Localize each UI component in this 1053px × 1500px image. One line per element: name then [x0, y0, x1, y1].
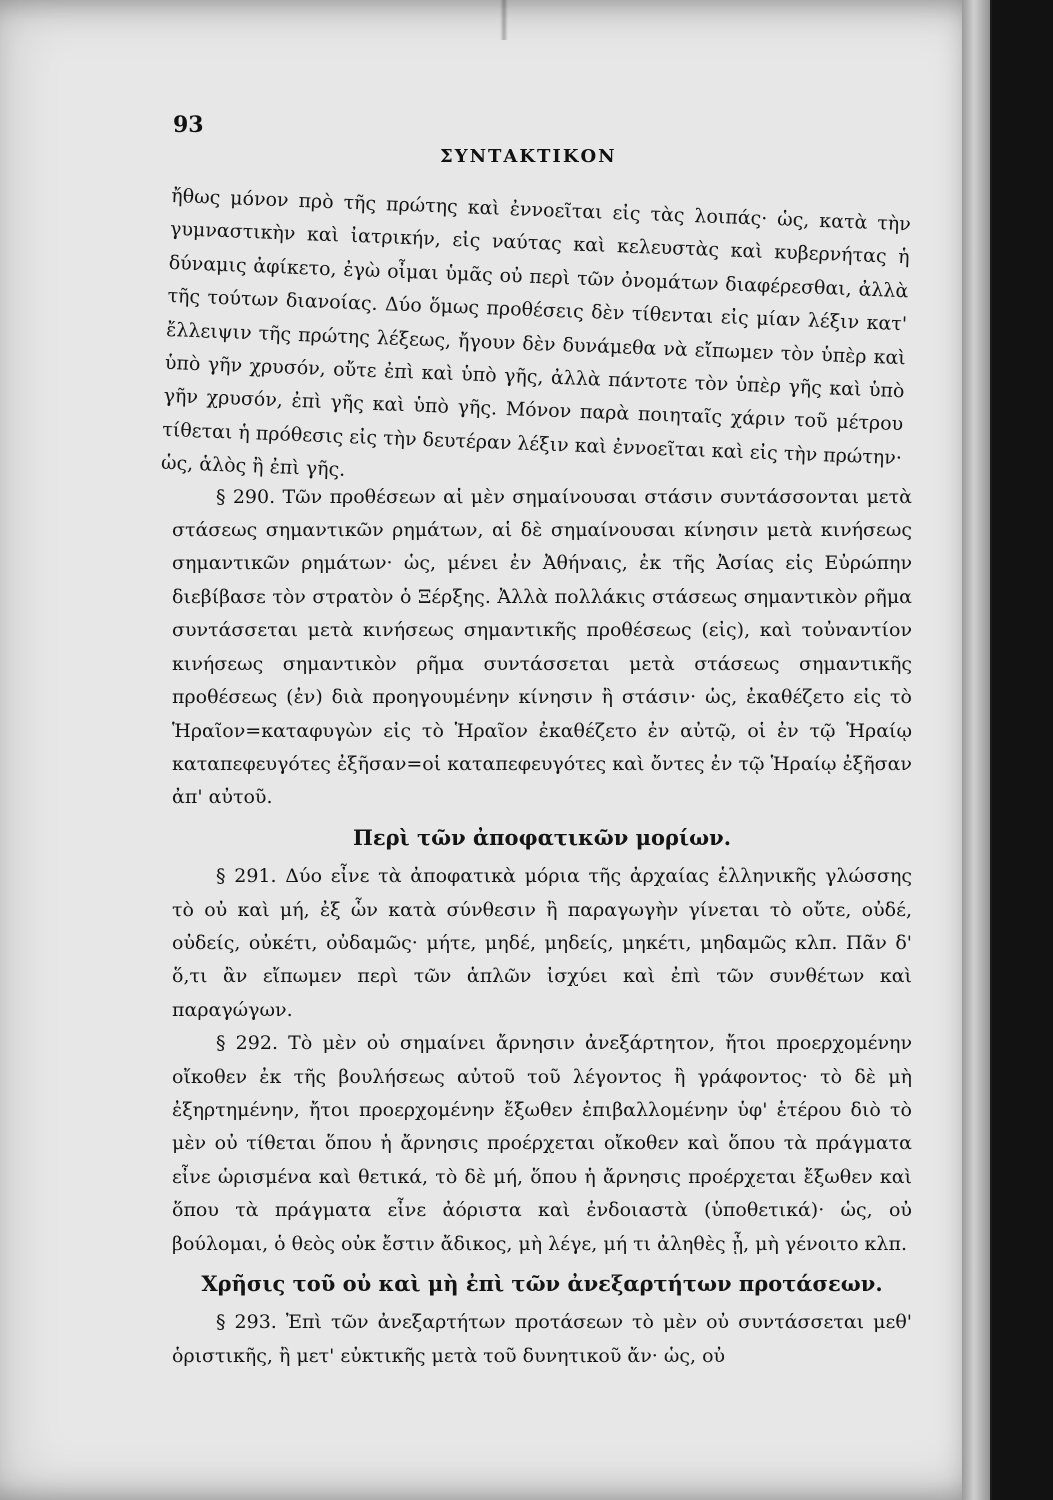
page-number: 93 — [173, 112, 204, 138]
paragraph-293: § 293. Ἐπὶ τῶν ἀνεξαρτήτων προτάσεων τὸ μὲν οὐ συντάσσεται μεθ' ὁριστικῆς, ἢ μετ' εὐκτικῆς μετὰ τοῦ δυνητικοῦ ἄν· ὡς, οὐ — [172, 1311, 912, 1367]
section-heading-negative-particles: Περὶ τῶν ἀποφατικῶν μορίων. — [352, 824, 732, 850]
running-head: ΣΥΝΤΑΚΤΙΚΟΝ — [440, 146, 617, 167]
section-heading-usage: Χρῆσις τοῦ οὐ καὶ μὴ ἐπὶ τῶν ἀνεξαρτήτων προτάσεων. — [201, 1271, 883, 1296]
body-text — [160, 180, 912, 1373]
paragraph-291: § 291. Δύο εἶνε τὰ ἀποφατικὰ μόρια τῆς ἀρχαίας ἑλληνικῆς γλώσσης τὸ οὐ καὶ μή, ἐξ ὧν κατὰ σύνθεσιν ἢ παραγωγὴν γίνεται τὸ οὔτε, οὐδέ, οὐδείς, οὐκέτι, οὐδαμῶς· μήτε, μηδέ, μηδείς, μηκέτι, μηδαμῶς κλπ. Πᾶν δ' ὅ,τι ἂν εἴπωμεν περὶ τῶν ἁπλῶν ἰσχύει καὶ ἐπὶ τῶν συνθέτων καὶ παραγώγων. — [172, 865, 912, 1021]
paragraph-continued: ἤθως μόνον πρὸ τῆς πρώτης καὶ ἐννοεῖται εἰς τὰς λοιπάς· ὡς, κατὰ τὴν γυμναστικὴν καὶ ἰατρικήν, εἰς ναύτας καὶ κελευστὰς καὶ κυβερνήτας ἡ δύναμις ἀφίκετο, ἐγὼ οἶμαι ὑμᾶς οὐ περὶ τῶν ὀνομάτων διαφέρεσθαι, ἀλλὰ τῆς τούτων διανοίας. Δύο ὅμως προθέσεις δὲν τίθενται εἰς μίαν λέξιν κατ' ἔλλειψιν τῆς πρώτης λέξεως, ἤγουν δὲν δυνάμεθα νὰ εἴπωμεν τὸν ὑπὲρ καὶ ὑπὸ γῆν χρυσόν, οὔτε ἐπὶ καὶ ὑπὸ γῆς, ἀλλὰ πάντοτε τὸν ὑπὲρ γῆς καὶ ὑπὸ γῆν χρυσόν, ἐπὶ γῆς καὶ ὑπὸ γῆς. Μόνον παρὰ ποιηταῖς χάριν τοῦ μέτρου τίθεται ἡ πρόθεσις εἰς τὴν δευτέραν λέξιν καὶ ἐννοεῖται καὶ εἰς τὴν πρώτην· ὡς, ἁλὸς ἢ ἐπὶ γῆς. — [160, 184, 912, 482]
scan-background — [992, 0, 1053, 1500]
paragraph-290: § 290. Τῶν προθέσεων αἱ μὲν σημαίνουσαι στάσιν συντάσσονται μετὰ στάσεως σημαντικῶν ρημάτων, αἱ δὲ σημαίνουσαι κίνησιν μετὰ κινήσεως σημαντικῶν ρημάτων· ὡς, μένει ἐν Ἀθήναις, ἐκ τῆς Ἀσίας εἰς Εὐρώπην διεβίβασε τὸν στρατὸν ὁ Ξέρξης. Ἀλλὰ πολλάκις στάσεως σημαντικὸν ρῆμα συντάσσεται μετὰ κινήσεως σημαντικῆς προθέσεως (εἰς), καὶ τοὐναντίον κινήσεως σημαντικὸν ρῆμα συντάσσεται μετὰ στάσεως σημαντικῆς προθέσεως (ἐν) διὰ προηγουμένην κίνησιν ἢ στάσιν· ὡς, ἐκαθέζετο εἰς τὸ Ἡραῖον=καταφυγὼν εἰς τὸ Ἡραῖον ἐκαθέζετο ἐν αὐτῷ, οἱ ἐν τῷ Ἡραίῳ καταπεφευγότες ἐξῆσαν=οἱ καταπεφευγότες καὶ ὄντες ἐν τῷ Ἡραίῳ ἐξῆσαν ἀπ' αὐτοῦ. — [172, 485, 912, 809]
page-crease — [500, 0, 508, 40]
skewed-opening-block — [160, 180, 911, 509]
paragraph-292: § 292. Τὸ μὲν οὐ σημαίνει ἄρνησιν ἀνεξάρτητον, ἤτοι προερχομένην οἴκοθεν ἐκ τῆς βουλήσεως αὐτοῦ τοῦ λέγοντος ἢ γράφοντος· τὸ δὲ μὴ ἐξηρτημένην, ἤτοι προερχομένην ἔξωθεν ἐπιβαλλομένην ὑφ' ἑτέρου διὸ τὸ μὲν οὐ τίθεται ὅπου ἡ ἄρνησις προέρχεται οἴκοθεν καὶ ὅπου τὰ πράγματα εἶνε ὡρισμένα καὶ θετικά, τὸ δὲ μή, ὅπου ἡ ἄρνησις προέρχεται ἔξωθεν καὶ ὅπου τὰ πράγματα εἶνε ἀόριστα καὶ ἐνδοιαστὰ (ὑποθετικά)· ὡς, οὐ βούλομαι, ὁ θεὸς οὐκ ἔστιν ἄδικος, μὴ λέγε, μή τι ἀληθὲς ᾖ, μὴ γένοιτο κλπ. — [172, 1032, 912, 1255]
page-edge — [962, 0, 990, 1500]
